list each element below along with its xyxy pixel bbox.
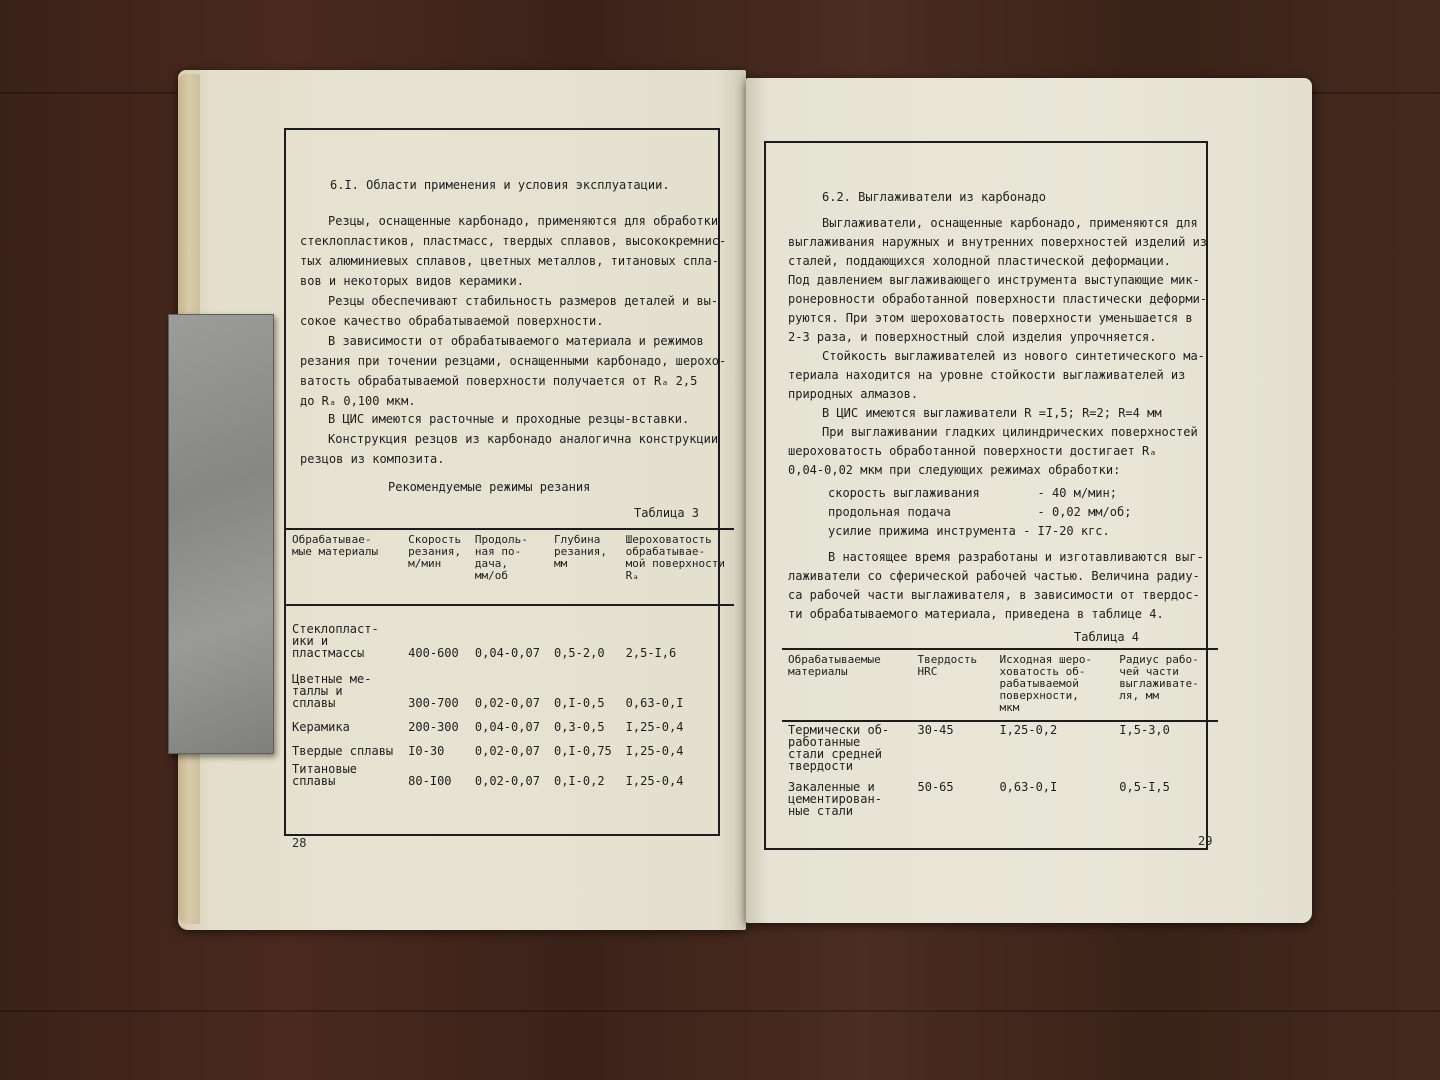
right-paragraph-line: В настоящее время разработаны и изготавливаются выг- (828, 550, 1204, 564)
table-header-cell: Обрабатываемые материалы (788, 653, 881, 678)
table-cell: Термически об- работанные стали средней твердости (788, 723, 890, 773)
left-paragraph-line: сокое качество обрабатываемой поверхности. (300, 314, 604, 328)
right-paragraph-line: териала находится на уровне стойкости выглаживателей из (788, 368, 1186, 382)
table-row (286, 759, 734, 789)
table-cell: 0,I-0,5 (553, 696, 605, 710)
left-paragraph-line: Конструкция резцов из карбонадо аналогична конструкции (328, 432, 719, 446)
table-cell: 0,5-I,5 (1119, 780, 1170, 794)
right-paragraph-line: сталей, поддающихся холодной пластической деформации. (788, 254, 1171, 268)
table-header-cell: Обрабатывае- мые материалы (292, 533, 379, 558)
left-paragraph-line: В зависимости от обрабатываемого материала и режимов (328, 334, 704, 348)
table-cell: I0-30 (408, 744, 445, 758)
table-cell: 0,3-0,5 (553, 720, 605, 734)
right-paragraph-line: ронеровности обработанной поверхности пластически деформи- (788, 292, 1208, 306)
table-row (286, 735, 734, 759)
right-paragraph-line: са рабочей части выглаживателя, в зависимости от твердос- (788, 588, 1200, 602)
table-header-cell: Радиус рабо- чей части выглаживате- ля, мм (1119, 653, 1199, 702)
right-paragraph-line: природных алмазов. (788, 387, 919, 401)
table-header-cell: Продоль- ная по- дача, мм/об (474, 533, 528, 582)
table-header-row (782, 649, 1218, 721)
left-paragraph-line: В ЦИС имеются расточные и проходные резцы-вставки. (328, 412, 690, 426)
table-cell: 0,02-0,07 (474, 774, 540, 788)
table-cell: 0,02-0,07 (474, 696, 540, 710)
left-table-title: Рекомендуемые режимы резания (388, 480, 591, 494)
table-cell: Титановые сплавы (292, 762, 358, 788)
right-paragraph-line: Под давлением выглаживающего инструмента выступающие мик- (788, 273, 1200, 287)
left-paragraph-line: стеклопластиков, пластмасс, твердых сплавов, высококремнис- (300, 234, 727, 248)
table-header-cell: Шероховатость обрабатывае- мой поверхности Rₐ (625, 533, 725, 582)
table-header-row (286, 529, 734, 605)
right-paragraph-line: ти обрабатываемого материала, приведена в таблице 4. (788, 607, 1164, 621)
left-paragraph-line: резания при точении резцами, оснащенными карбонадо, шерохо- (300, 354, 727, 368)
table-row (782, 779, 1218, 827)
right-mode-line: продольная подача - 0,02 мм/об; (828, 505, 1132, 519)
left-paragraph-line: резцов из композита. (300, 452, 445, 466)
right-paragraph-line: лаживатели со сферической рабочей частью. Величина радиу- (788, 569, 1200, 583)
table-cell: 30-45 (917, 723, 954, 737)
table-header-cell: Глубина резания, мм (553, 533, 607, 570)
right-paragraph-line: руются. При этом шероховатость поверхности уменьшается в (788, 311, 1193, 325)
right-mode-line: скорость выглаживания - 40 м/мин; (828, 486, 1117, 500)
table-cell: I,25-0,4 (625, 774, 684, 788)
table-cell: 0,04-0,07 (474, 720, 540, 734)
right-paragraph-line: 2-3 раза, и поверхностный слой изделия упрочняется. (788, 330, 1157, 344)
left-paragraph-line: Резцы, оснащенные карбонадо, применяются для обработки (328, 214, 719, 228)
right-paragraph-line: шероховатость обработанной поверхности достигает Rₐ (788, 444, 1157, 458)
table-cell: 0,02-0,07 (474, 744, 540, 758)
right-page (746, 78, 1312, 923)
right-paragraph-line: При выглаживании гладких цилиндрических поверхностей (822, 425, 1198, 439)
table-row (782, 721, 1218, 779)
table-cell: 0,I-0,2 (553, 774, 605, 788)
right-paragraph-line: Стойкость выглаживателей из нового синтетического ма- (822, 349, 1205, 363)
table-cell: I,25-0,2 (999, 723, 1058, 737)
right-paragraph-line: 0,04-0,02 мкм при следующих режимах обработки: (788, 463, 1121, 477)
left-paragraph-line: ватость обрабатываемой поверхности получается от Rₐ 2,5 (300, 374, 698, 388)
table-cell: I,25-0,4 (625, 720, 684, 734)
table-cell: Цветные ме- таллы и сплавы (292, 672, 372, 710)
table-cell: 0,63-0,I (625, 696, 684, 710)
right-paragraph-line: Выглаживатели, оснащенные карбонадо, применяются для (822, 216, 1198, 230)
left-paragraph-line: до Rₐ 0,100 мкм. (300, 394, 416, 408)
table-cell: 0,04-0,07 (474, 646, 540, 660)
left-paragraph-line: вов и некоторых видов керамики. (300, 274, 524, 288)
table-cell: 50-65 (917, 780, 954, 794)
left-page-number: 28 (292, 836, 307, 850)
table-cell: I,5-3,0 (1119, 723, 1170, 737)
right-paragraph-line: В ЦИС имеются выглаживатели R =I,5; R=2; R=4 мм (822, 406, 1162, 420)
table-cell: 0,I-0,75 (553, 744, 612, 758)
right-heading: 6.2. Выглаживатели из карбонадо (822, 190, 1046, 204)
table-cell: Керамика (292, 720, 350, 734)
left-paragraph-line: тых алюминиевых сплавов, цветных металлов, титановых спла- (300, 254, 720, 268)
left-heading: 6.I. Области применения и условия эксплуатации. (330, 178, 670, 192)
right-mode-line: усилие прижима инструмента - I7-20 кгс. (828, 524, 1110, 538)
metal-bookmark (168, 314, 274, 754)
cutting-modes-table (286, 528, 734, 789)
left-paragraph-line: Резцы обеспечивают стабильность размеров деталей и вы- (328, 294, 719, 308)
table-header-cell: Исходная шеро- ховатость об- рабатываемой поверхности, мкм (999, 653, 1093, 714)
right-table-label: Таблица 4 (1074, 630, 1140, 644)
table-cell: 80-I00 (408, 774, 452, 788)
left-table-label: Таблица 3 (634, 506, 700, 520)
table-cell: Закаленные и цементирован- ные стали (788, 780, 882, 818)
table-header-cell: Скорость резания, м/мин (408, 533, 462, 570)
table-cell: 2,5-I,6 (625, 646, 677, 660)
table-row (286, 711, 734, 735)
table-cell: Стеклопласт- ики и пластмассы (292, 622, 379, 660)
table-cell: 400-600 (408, 646, 459, 660)
burnishers-table (782, 648, 1218, 827)
table-row (286, 605, 734, 661)
table-cell: I,25-0,4 (625, 744, 684, 758)
table-row (286, 661, 734, 711)
table-cell: 200-300 (408, 720, 459, 734)
table-cell: Твердые сплавы (292, 744, 394, 758)
table-header-cell: Твердость HRC (917, 653, 978, 678)
table-cell: 0,63-0,I (999, 780, 1058, 794)
table-cell: 0,5-2,0 (553, 646, 605, 660)
table-cell: 300-700 (408, 696, 459, 710)
right-paragraph-line: выглаживания наружных и внутренних поверхностей изделий из (788, 235, 1208, 249)
right-page-number: 29 (1198, 834, 1213, 848)
